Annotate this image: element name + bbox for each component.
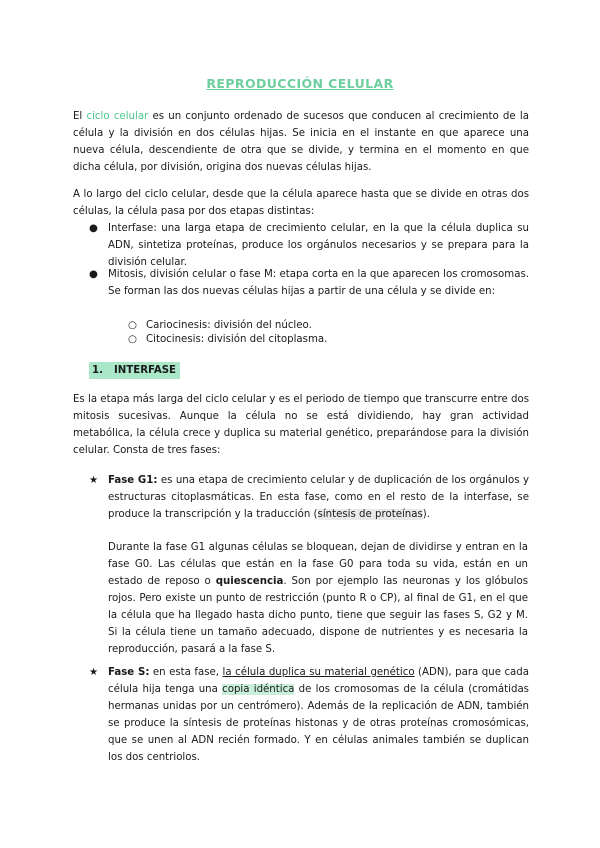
bullet-text: Interfase: una larga etapa de crecimiento celular, en la que la célula duplica su ADN, sintetiza proteínas, produce los orgánulos necesarios y se prepara para la división celular. (108, 223, 529, 268)
bullet-icon: ● (89, 223, 98, 234)
fase-s-part2: (ADN), para que cada célula hija tenga una (108, 667, 530, 695)
bullet-interfase (89, 220, 529, 271)
intro-text-start: El (73, 111, 87, 122)
ciclo-celular-term: ciclo celular (86, 111, 149, 122)
fase-s-part1: en esta fase, (149, 667, 223, 678)
bullet-icon: ● (89, 269, 98, 280)
copia-identica-highlight: copia idéntica (222, 684, 295, 695)
bullet-mitosis (89, 266, 529, 300)
quiescencia-term: quiescencia (215, 576, 284, 587)
g1-detail-rest: . Son por ejemplo las neuronas y los glóbulos rojos. Pero existe un punto de restricción (punto R o CP), al final de G1, en el que la célula que ha llegado hasta dicho punto, tiene que seguir las fases S, G2 y M. Si la célula tiene un tamaño adecuado, dispone de nutrientes y es necesaria la reproducción, pasará a la fase S. (108, 576, 529, 655)
intro-paragraph (73, 108, 529, 176)
section-heading-interfase (89, 362, 180, 379)
fase-s-item (89, 664, 529, 766)
fase-s-label: Fase S: (108, 667, 150, 678)
fase-g1-body: es una etapa de crecimiento celular y de duplicación de los orgánulos y estructuras citoplasmáticas. En esta fase, como en el resto de la interfase, se produce la transcripción y la traducción ( (108, 475, 529, 520)
fase-g1-label: Fase G1: (108, 475, 158, 486)
sub-bullet-text: Citocinesis: división del citoplasma. (146, 334, 328, 345)
fase-g1-item (89, 472, 529, 523)
interfase-paragraph: Es la etapa más larga del ciclo celular y es el periodo de tiempo que transcurre entre dos mitosis sucesivas. Aunque la célula no se está dividiendo, hay gran actividad metabólica, la célula crece y duplica su material genético, preparándose para la división celular. Consta de tres fases: (73, 394, 529, 456)
g1-detail-start: Durante la fase G1 algunas células se bloquean, dejan de dividirse y entran en la fase G0. Las células que están en la fase G0 para toda su vida, están en un estado de reposo o (108, 542, 528, 587)
stages-intro-paragraph: A lo largo del ciclo celular, desde que la célula aparece hasta que se divide en otras dos células, la célula pasa por dos etapas distintas: (73, 189, 529, 217)
fase-s-text (108, 664, 529, 766)
duplica-material-underline: la célula duplica su material genético (222, 667, 415, 678)
fase-g1-detail (108, 539, 528, 658)
circle-bullet-icon: ○ (128, 320, 137, 331)
star-icon: ★ (89, 475, 99, 486)
fase-s-part3: de los cromosomas de la célula (cromátidas hermanas unidas por un centrómero). Además de la replicación de ADN, también se produce la síntesis de proteínas histonas y de otras proteínas cromosómicas, que se unen al ADN recién formado. Y en células animales también se duplican los dos centriolos. (108, 684, 529, 763)
sub-bullet-citocinesis (128, 331, 508, 348)
bullet-text: Mitosis, división celular o fase M: etapa corta en la que aparecen los cromosomas. Se forman las dos nuevas células hijas a partir de una célula y se divide en: (108, 269, 529, 297)
sub-bullet-text: Cariocinesis: división del núcleo. (146, 320, 312, 331)
intro-text-rest: es un conjunto ordenado de sucesos que conducen al crecimiento de la célula y la división en dos células hijas. Se inicia en el instante en que aparece una nueva célula, descendiente de otra que se divide, y termina en el momento en que dicha célula, por división, origina dos nuevas células hijas. (73, 111, 529, 173)
circle-bullet-icon: ○ (128, 334, 137, 345)
star-icon: ★ (89, 667, 99, 678)
sintesis-proteinas-highlight: síntesis de proteínas (317, 509, 423, 520)
fase-g1-end: ). (422, 509, 431, 520)
section-number: 1. (92, 365, 103, 376)
section-label: INTERFASE (113, 365, 177, 376)
page-title: REPRODUCCIÓN CELULAR (206, 76, 394, 91)
fase-g1-text (108, 472, 529, 523)
